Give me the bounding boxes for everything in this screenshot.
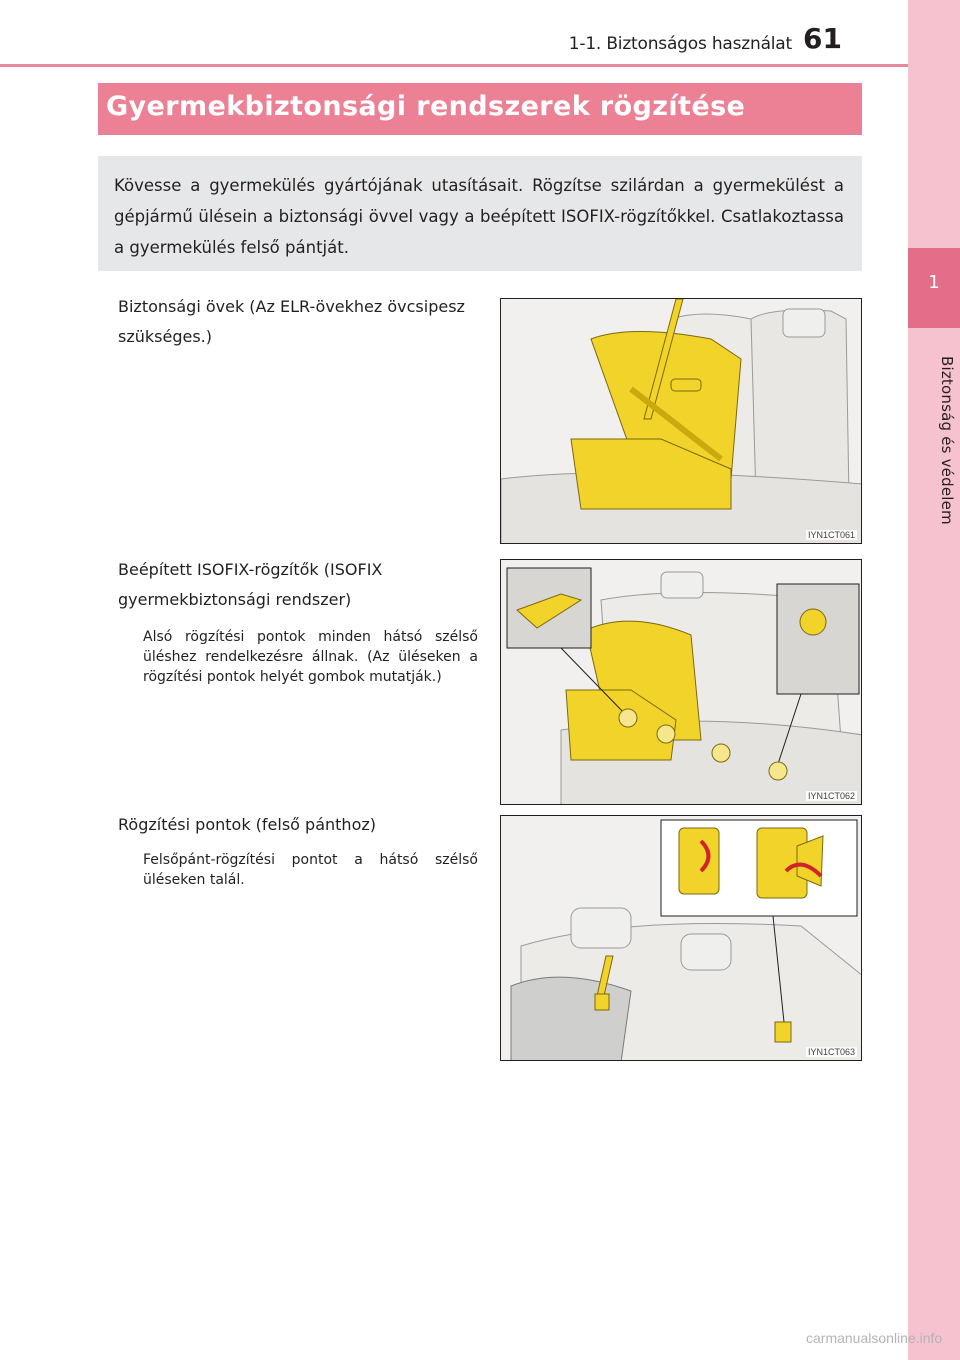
chapter-tab-strip: [908, 0, 960, 1360]
figure-code: IYN1CT063: [807, 1047, 855, 1057]
item-isofix-text: Beépített ISOFIX-rögzítők (ISOFIX gyermekbiztonsági rendszer): [118, 560, 383, 609]
intro-box: [98, 156, 862, 271]
intro-text: Kövesse a gyermekülés gyártójának utasításait. Rögzítse szilárdan a gyermekülést a gépjármű ülésein a biztonsági övvel vagy a beépített ISOFIX-rögzítőkkel. Csatlakoztassa a gyermekülés felső pántját.: [114, 176, 844, 257]
top-tether-illustration: [501, 816, 862, 1061]
figure-code: IYN1CT061: [807, 530, 855, 540]
page-header: [0, 0, 908, 70]
item-top-tether-text: Rögzítési pontok (felső pánthoz): [118, 815, 376, 834]
seat-belt-illustration: [501, 299, 862, 544]
figure-code: IYN1CT062: [807, 791, 855, 801]
figure-isofix-install: [500, 559, 862, 805]
section-heading-bar: [98, 83, 862, 135]
header-divider: [0, 64, 908, 67]
section-title: 1-1. Biztonságos használat: [568, 34, 792, 54]
isofix-illustration: [501, 560, 862, 805]
item-seat-belts-text: Biztonsági övek (Az ELR-övekhez övcsipesz szükséges.): [118, 297, 465, 346]
figure-seat-belt-install: [500, 298, 862, 544]
figure-top-tether: [500, 815, 862, 1061]
page-number: 61: [803, 22, 842, 55]
item-isofix-note: Alsó rögzítési pontok minden hátsó szélső üléshez rendelkezésre állnak. (Az üléseken a rögzítési pontok helyét gombok mutatják.): [143, 629, 478, 685]
watermark: carmanualsonline.info: [806, 1330, 943, 1346]
chapter-number-tab[interactable]: 1: [908, 248, 960, 328]
item-top-tether-note: Felsőpánt-rögzítési pontot a hátsó szélső üléseken talál.: [143, 852, 478, 888]
chapter-title-tab: Biztonság és védelem: [938, 355, 956, 525]
section-heading: Gyermekbiztonsági rendszerek rögzítése: [106, 91, 746, 122]
